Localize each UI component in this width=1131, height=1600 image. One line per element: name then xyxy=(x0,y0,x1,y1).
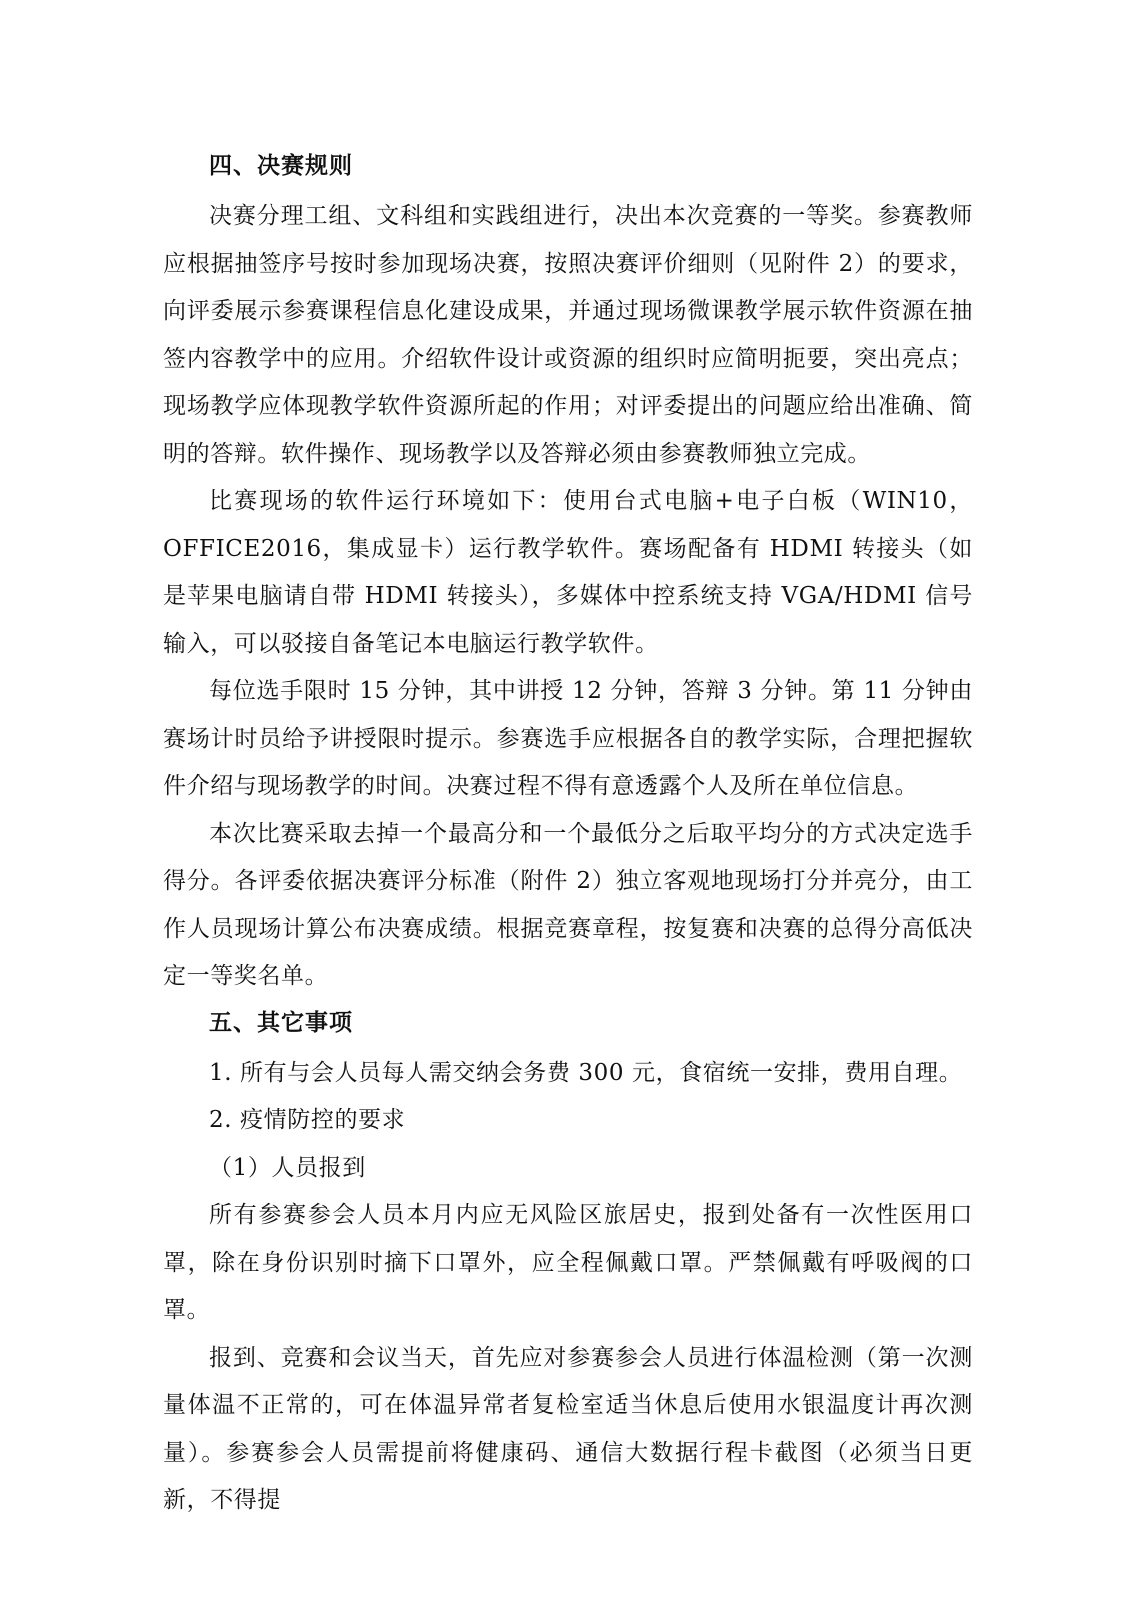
section-5-paragraph-2: 报到、竞赛和会议当天，首先应对参赛参会人员进行体温检测（第一次测量体温不正常的，可在体温异常者复检室适当休息后使用水银温度计再次测量）。参赛参会人员需提前将健康码、通信大数据行程卡截图（必须当日更新，不得提 xyxy=(163,1344,973,1513)
section-4-heading: 四、决赛规则 xyxy=(209,152,353,179)
section-4-paragraph-3: 每位选手限时 15 分钟，其中讲授 12 分钟，答辩 3 分钟。第 11 分钟由赛场计时员给予讲授限时提示。参赛选手应根据各自的教学实际，合理把握软件介绍与现场教学的时间。决赛过程不得有意透露个人及所在单位信息。 xyxy=(163,678,973,799)
section-5-item-1: 1. 所有与会人员每人需交纳会务费 300 元，食宿统一安排，费用自理。 xyxy=(209,1059,963,1086)
section-4-paragraph-1: 决赛分理工组、文科组和实践组进行，决出本次竞赛的一等奖。参赛教师应根据抽签序号按时参加现场决赛，按照决赛评价细则（见附件 2）的要求，向评委展示参赛课程信息化建设成果，并通过现场微课教学展示软件资源在抽签内容教学中的应用。介绍软件设计或资源的组织时应简明扼要，突出亮点；现场教学应体现教学软件资源所起的作用；对评委提出的问题应给出准确、简明的答辩。软件操作、现场教学以及答辩必须由参赛教师独立完成。 xyxy=(163,203,973,467)
section-5-item-2: 2. 疫情防控的要求 xyxy=(209,1107,406,1133)
section-5-heading: 五、其它事项 xyxy=(209,1008,353,1036)
section-4-paragraph-4: 本次比赛采取去掉一个最高分和一个最低分之后取平均分的方式决定选手得分。各评委依据决赛评分标准（附件 2）独立客观地现场打分并亮分，由工作人员现场计算公布决赛成绩。根据竞赛章程，按复赛和决赛的总得分高低决定一等奖名单。 xyxy=(163,820,973,989)
document-body xyxy=(163,146,973,1525)
section-4-paragraph-2: 比赛现场的软件运行环境如下：使用台式电脑+电子白板（WIN10，OFFICE2016，集成显卡）运行教学软件。赛场配备有 HDMI 转接头（如是苹果电脑请自带 HDMI 转接头），多媒体中控系统支持 VGA/HDMI 信号输入，可以驳接自备笔记本电脑运行教学软件。 xyxy=(163,488,973,657)
section-5-subheading-1: （1）人员报到 xyxy=(209,1154,366,1181)
section-5-paragraph-1: 所有参赛参会人员本月内应无风险区旅居史，报到处备有一次性医用口罩，除在身份识别时摘下口罩外，应全程佩戴口罩。严禁佩戴有呼吸阀的口罩。 xyxy=(163,1202,973,1323)
